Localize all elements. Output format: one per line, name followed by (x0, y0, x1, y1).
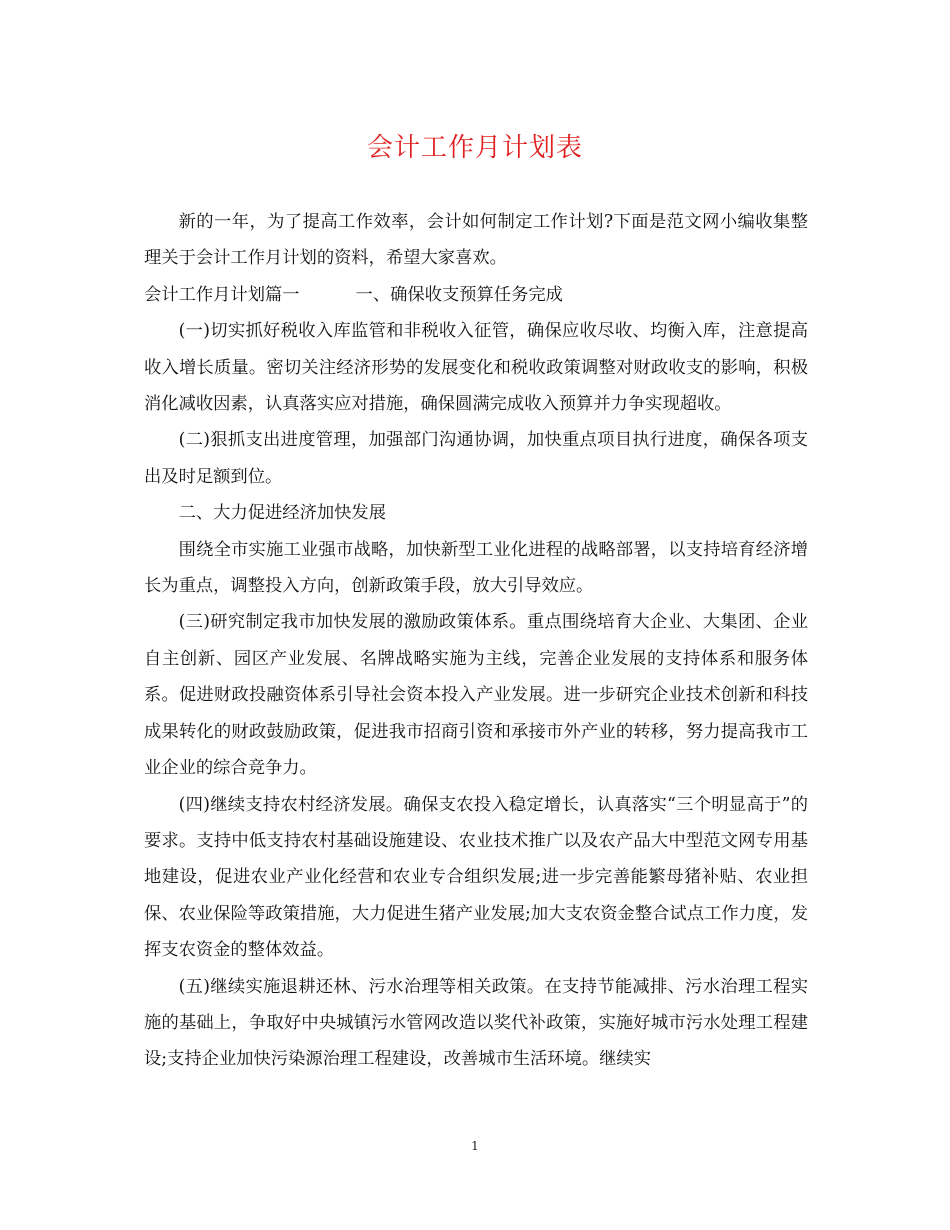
section-heading-2: 二、大力促进经济加快发展 (178, 503, 386, 524)
paragraph-3: 围绕全市实施工业强市战略，加快新型工业化进程的战略部署，以支持培育经济增长为重点，调整投入方向，创新政策手段，放大引导效应。 (144, 539, 808, 597)
section-line (144, 277, 808, 313)
paragraph-1: (一)切实抓好税收入库监管和非税收入征管，确保应收尽收、均衡入库，注意提高收入增长质量。密切关注经济形势的发展变化和税收政策调整对财政收支的影响，积极消化减收因素，认真落实应对措施，确保圆满完成收入预算并力争实现超收。 (144, 321, 808, 415)
paragraph-6: (五)继续实施退耕还林、污水治理等相关政策。在支持节能减排、污水治理工程实施的基础上，争取好中央城镇污水管网改造以奖代补政策，实施好城市污水处理工程建设;支持企业加快污染源治理工程建设，改善城市生活环境。继续实 (144, 976, 808, 1070)
document-title: 会计工作月计划表 (366, 133, 583, 163)
intro-paragraph: 新的一年，为了提高工作效率，会计如何制定工作计划?下面是范文网小编收集整理关于会计工作月计划的资料，希望大家喜欢。 (144, 212, 808, 269)
page-number: 1 (471, 1139, 479, 1153)
paragraph-4: (三)研究制定我市加快发展的激励政策体系。重点围绕培育大企业、大集团、企业自主创新、园区产业发展、名牌战略实施为主线，完善企业发展的支持体系和服务体系。促进财政投融资体系引导社会资本投入产业发展。进一步研究企业技术创新和科技成果转化的财政鼓励政策，促进我市招商引资和承接市外产业的转移，努力提高我市工业企业的综合竞争力。 (144, 612, 808, 779)
section-heading-1: 一、确保收支预算任务完成 (355, 284, 563, 305)
section-label: 会计工作月计划篇一 (144, 284, 300, 305)
document-body (144, 204, 808, 1078)
paragraph-2: (二)狠抓支出进度管理，加强部门沟通协调，加快重点项目执行进度，确保各项支出及时足额到位。 (144, 430, 808, 487)
paragraph-5: (四)继续支持农村经济发展。确保支农投入稳定增长，认真落实“三个明显高于”的要求。支持中低支持农村基础设施建设、农业技术推广以及农产品大中型范文网专用基地建设，促进农业产业化经营和农业专合组织发展;进一步完善能繁母猪补贴、农业担保、农业保险等政策措施，大力促进生猪产业发展;加大支农资金整合试点工作力度，发挥支农资金的整体效益。 (144, 794, 808, 961)
